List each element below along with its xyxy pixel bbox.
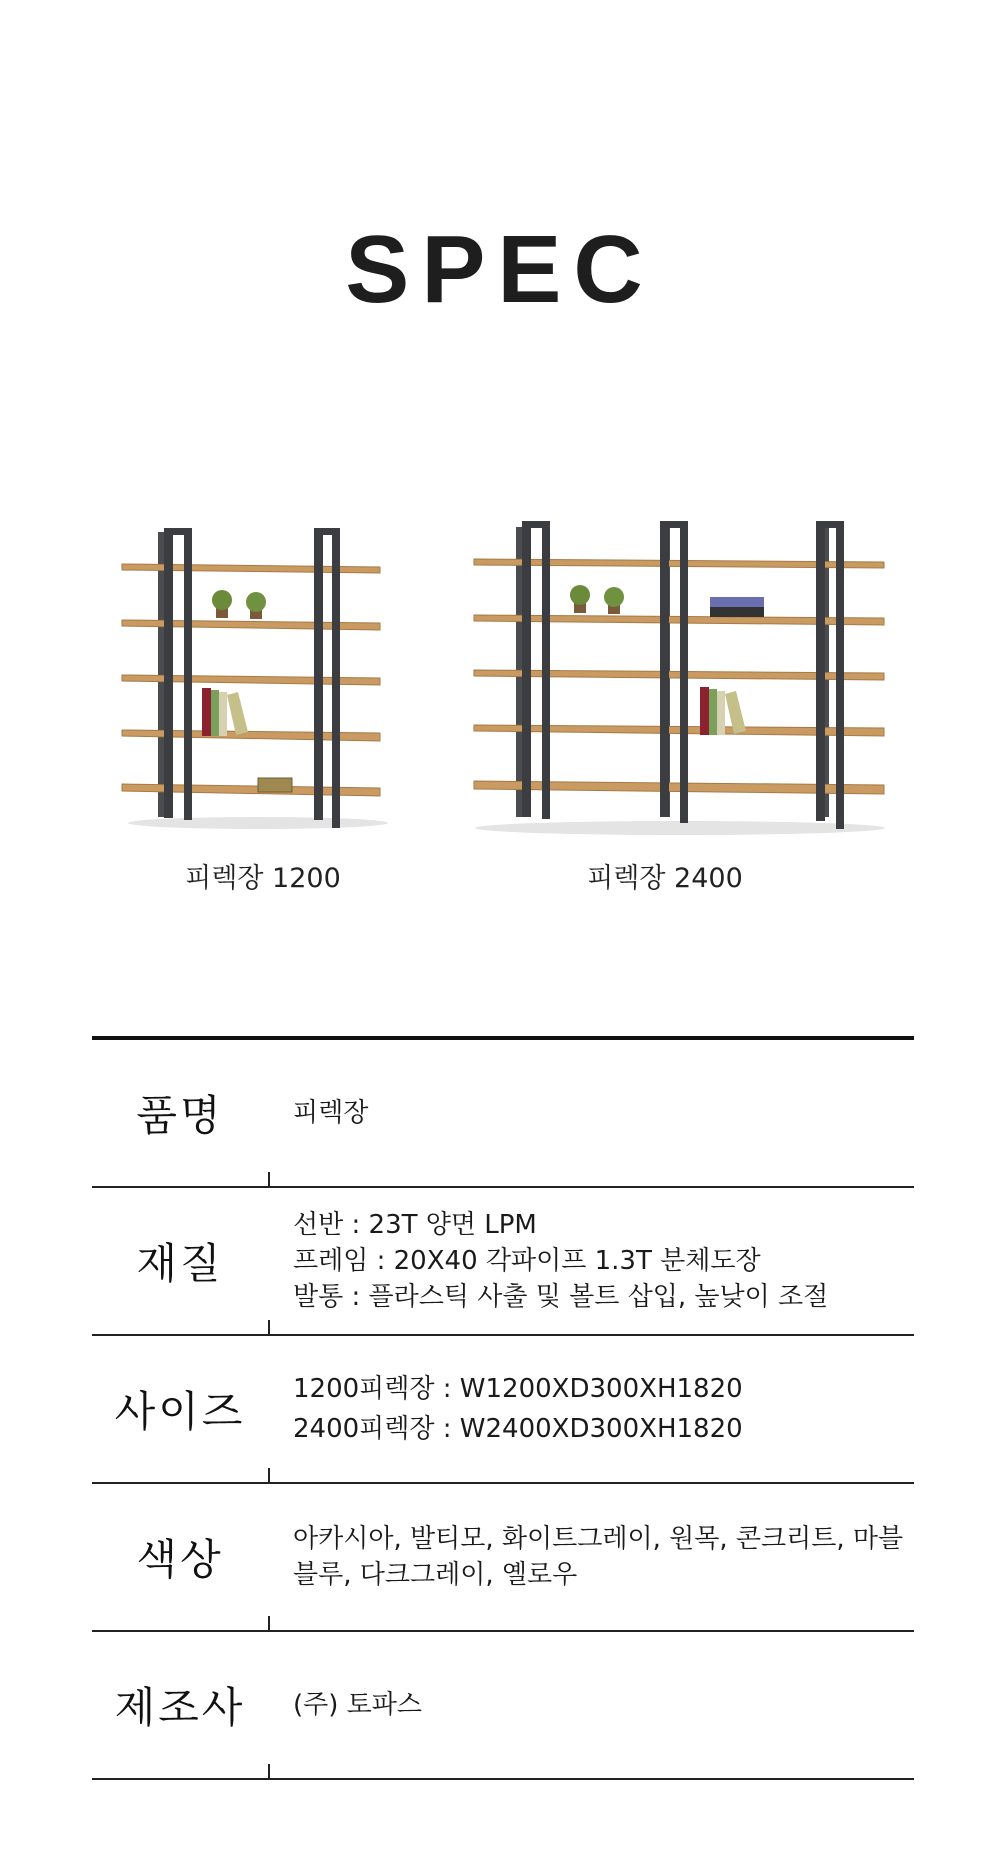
spec-row-color	[92, 1484, 914, 1632]
spec-value-line: 발통 : 플라스틱 사출 및 볼트 삽입, 높낮이 조절	[293, 1282, 829, 1312]
spec-value	[293, 1336, 894, 1482]
spec-value	[293, 1632, 894, 1778]
spec-value-line: 피렉장	[293, 1098, 369, 1128]
product-image-1200	[118, 520, 388, 835]
spec-value-line: (주) 토파스	[293, 1690, 423, 1720]
spec-row-manufacturer	[92, 1632, 914, 1780]
spec-label: 색상	[136, 1535, 224, 1584]
spec-label: 제조사	[114, 1683, 246, 1732]
spec-value-line: 아카시아, 발티모, 화이트그레이, 원목, 콘크리트, 마블	[293, 1524, 904, 1554]
row-divider-tick	[268, 1764, 270, 1778]
product-label-2400: 피렉장 2400	[587, 863, 743, 894]
spec-value	[293, 1484, 904, 1630]
spec-row-size	[92, 1336, 914, 1484]
spec-label: 사이즈	[114, 1387, 246, 1436]
spec-table	[92, 1036, 914, 1780]
row-divider-tick	[268, 1468, 270, 1482]
spec-value	[293, 1188, 894, 1334]
row-divider-tick	[268, 1320, 270, 1334]
spec-value-line: 1200피렉장 : W1200XD300XH1820	[293, 1374, 743, 1404]
spec-row-product-name	[92, 1040, 914, 1188]
spec-value-line: 프레임 : 20X40 각파이프 1.3T 분체도장	[293, 1246, 761, 1276]
shelf-2400-illustration	[470, 515, 890, 840]
spec-value	[293, 1040, 894, 1186]
page-title: SPEC	[345, 216, 655, 323]
shelf-1200-illustration	[118, 520, 388, 835]
spec-value-line: 선반 : 23T 양면 LPM	[293, 1210, 537, 1240]
spec-value-line: 2400피렉장 : W2400XD300XH1820	[293, 1414, 743, 1444]
spec-label: 품명	[136, 1091, 224, 1140]
spec-row-material	[92, 1188, 914, 1336]
spec-label: 재질	[136, 1239, 224, 1288]
product-image-2400	[470, 515, 890, 840]
row-divider-tick	[268, 1172, 270, 1186]
row-divider-tick	[268, 1616, 270, 1630]
spec-value-line: 블루, 다크그레이, 옐로우	[293, 1560, 578, 1590]
product-label-1200: 피렉장 1200	[185, 863, 341, 894]
